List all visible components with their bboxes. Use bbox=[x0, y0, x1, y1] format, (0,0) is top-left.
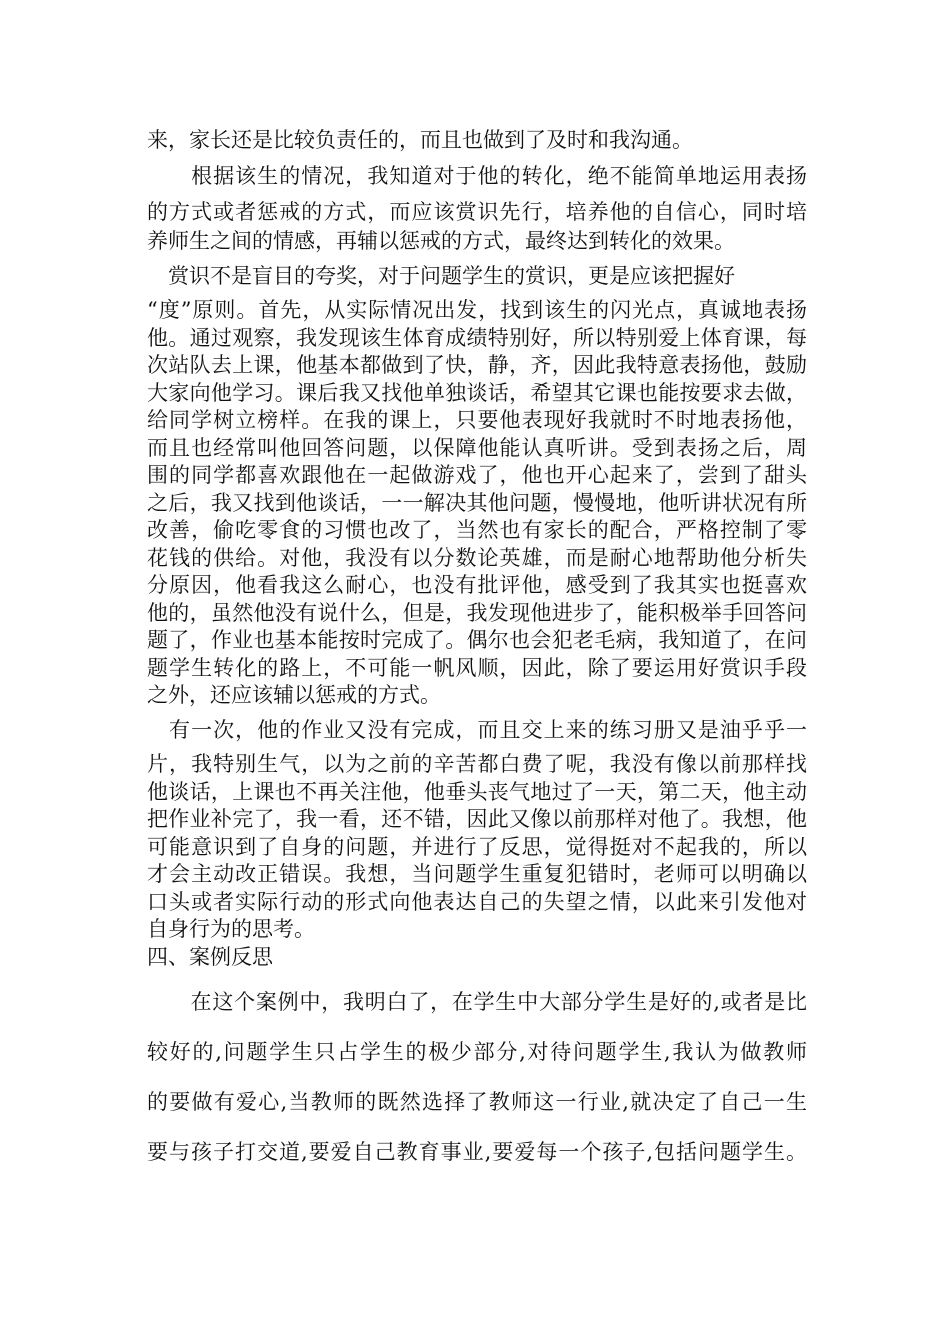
text-line: 给同学树立榜样。在我的课上，只要他表现好我就时不时地表扬他， bbox=[147, 408, 807, 432]
text-line: 大家向他学习。课后我又找他单独谈话，希望其它课也能按要求去做， bbox=[147, 381, 807, 405]
text-line: 把作业补完了，我一看，还不错，因此又像以前那样对他了。我想，他 bbox=[147, 807, 807, 831]
text-line: 他谈话，上课也不再关注他，他垂头丧气地过了一天，第二天，他主动 bbox=[147, 780, 807, 804]
text-line: 赏识不是盲目的夸奖，对于问题学生的赏识，更是应该把握好 bbox=[147, 264, 735, 288]
text-line: 要与孩子打交道,要爱自己教育事业,要爱每一个孩子,包括问题学生。 bbox=[147, 1140, 807, 1164]
text-line: 改善，偷吃零食的习惯也改了，当然也有家长的配合，严格控制了零 bbox=[147, 518, 807, 542]
text-line: 的要做有爱心,当教师的既然选择了教师这一行业,就决定了自己一生 bbox=[147, 1090, 807, 1114]
text-line: 较好的,问题学生只占学生的极少部分,对待问题学生,我认为做教师 bbox=[147, 1040, 807, 1064]
section-heading: 四、案例反思 bbox=[147, 945, 273, 969]
text-line: 之外，还应该辅以惩戒的方式。 bbox=[147, 683, 441, 707]
text-line: “度”原则。首先，从实际情况出发，找到该生的闪光点，真诚地表扬 bbox=[147, 298, 807, 322]
text-line: 来，家长还是比较负责任的，而且也做到了及时和我沟通。 bbox=[147, 128, 693, 152]
text-line: 题了，作业也基本能按时完成了。偶尔也会犯老毛病，我知道了，在问 bbox=[147, 628, 807, 652]
text-line: 之后，我又找到他谈话，一一解决其他问题，慢慢地，他听讲状况有所 bbox=[147, 491, 807, 515]
text-line: 他。通过观察，我发现该生体育成绩特别好，所以特别爱上体育课，每 bbox=[147, 326, 807, 350]
text-line: 口头或者实际行动的形式向他表达自己的失望之情，以此来引发他对 bbox=[147, 890, 807, 914]
text-line: 根据该生的情况，我知道对于他的转化，绝不能简单地运用表扬 bbox=[147, 164, 807, 188]
text-line: 的方式或者惩戒的方式，而应该赏识先行，培养他的自信心，同时培 bbox=[147, 200, 807, 224]
text-line: 花钱的供给。对他，我没有以分数论英雄，而是耐心地帮助他分析失 bbox=[147, 546, 807, 570]
text-line: 养师生之间的情感，再辅以惩戒的方式，最终达到转化的效果。 bbox=[147, 229, 735, 253]
text-line: 题学生转化的路上，不可能一帆风顺，因此，除了要运用好赏识手段 bbox=[147, 656, 807, 680]
text-line: 自身行为的思考。 bbox=[147, 917, 315, 941]
text-line: 分原因，他看我这么耐心，也没有批评他，感受到了我其实也挺喜欢 bbox=[147, 573, 807, 597]
text-line: 有一次，他的作业又没有完成，而且交上来的练习册又是油乎乎一 bbox=[147, 718, 807, 742]
text-line: 而且也经常叫他回答问题，以保障他能认真听讲。受到表扬之后，周 bbox=[147, 436, 807, 460]
text-line: 他的，虽然他没有说什么，但是，我发现他进步了，能积极举手回答问 bbox=[147, 601, 807, 625]
text-line: 次站队去上课，他基本都做到了快，静，齐，因此我特意表扬他，鼓励 bbox=[147, 353, 807, 377]
text-line: 可能意识到了自身的问题，并进行了反思，觉得挺对不起我的，所以 bbox=[147, 835, 807, 859]
text-line: 片，我特别生气，以为之前的辛苦都白费了呢，我没有像以前那样找 bbox=[147, 752, 807, 776]
text-line: 围的同学都喜欢跟他在一起做游戏了，他也开心起来了，尝到了甜头 bbox=[147, 463, 807, 487]
text-line: 才会主动改正错误。我想，当问题学生重复犯错时，老师可以明确以 bbox=[147, 862, 807, 886]
text-line: 在这个案例中，我明白了，在学生中大部分学生是好的,或者是比 bbox=[147, 990, 807, 1014]
